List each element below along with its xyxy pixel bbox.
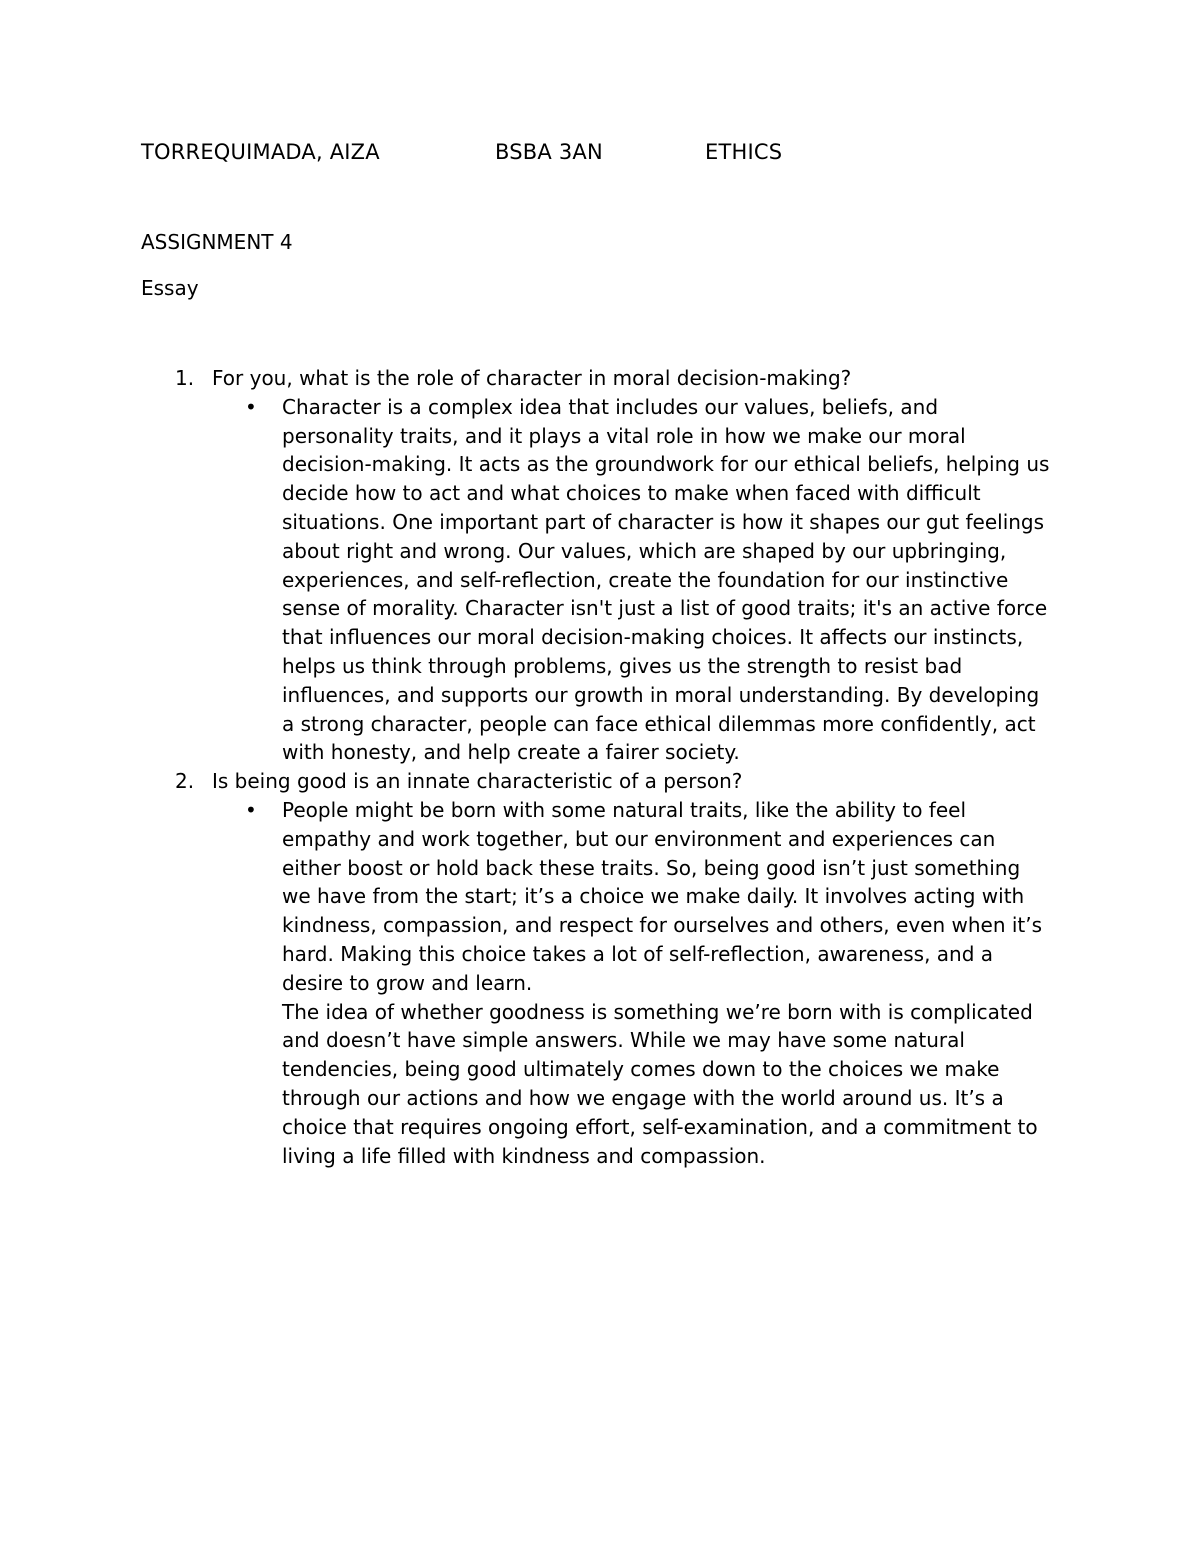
- student-name: TORREQUIMADA, AIZA: [141, 140, 380, 164]
- answer-paragraph: Character is a complex idea that includes our values, beliefs, and personality traits, and it plays a vital role in how we make our moral decision-making. It acts as the groundwork for our ethical beliefs, helping us decide how to act and what choices to make when faced with difficult situations. One important part of character is how it shapes our gut feelings about right and wrong. Our values, which are shaped by our upbringing, experiences, and self-reflection, create the foundation for our instinctive sense of morality. Character isn't just a list of good traits; it's an active force that influences our moral decision-making choices. It affects our instincts, helps us think through problems, gives us the strength to resist bad influences, and supports our growth in moral understanding. By developing a strong character, people can face ethical dilemmas more confidently, act with honesty, and help create a fairer society.: [282, 394, 1050, 765]
- assignment-title: ASSIGNMENT 4: [141, 230, 293, 254]
- answer-paragraph: People might be born with some natural traits, like the ability to feel empathy and work together, but our environment and experiences can either boost or hold back these traits. So, being good isn’t just something we have from the start; it’s a choice we make daily. It involves acting with kindness, compassion, and respect for ourselves and others, even when it’s hard. Making this choice takes a lot of self-reflection, awareness, and a desire to grow and learn.: [282, 797, 1043, 995]
- course-section: BSBA 3AN: [495, 140, 603, 164]
- answer-block: [212, 393, 1071, 767]
- question-item: [141, 767, 1071, 1170]
- question-text: Is being good is an innate characteristic of a person?: [212, 769, 743, 794]
- bullet-icon: •: [245, 797, 257, 822]
- question-number: 2.: [175, 769, 195, 794]
- question-list: [141, 364, 1071, 1170]
- bullet-icon: •: [245, 394, 257, 419]
- answer-paragraph: The idea of whether goodness is something we’re born with is complicated and doesn’t have simple answers. While we may have some natural tendencies, being good ultimately comes down to the choices we make through our actions and how we engage with the world around us. It’s a choice that requires ongoing effort, self-examination, and a commitment to living a life filled with kindness and compassion.: [282, 999, 1038, 1168]
- question-number: 1.: [175, 366, 195, 390]
- answer-block: [212, 796, 1071, 1170]
- question-text: For you, what is the role of character in moral decision-making?: [212, 366, 852, 390]
- essay-label: Essay: [141, 276, 199, 300]
- subject-name: ETHICS: [705, 140, 783, 164]
- question-item: [141, 364, 1071, 767]
